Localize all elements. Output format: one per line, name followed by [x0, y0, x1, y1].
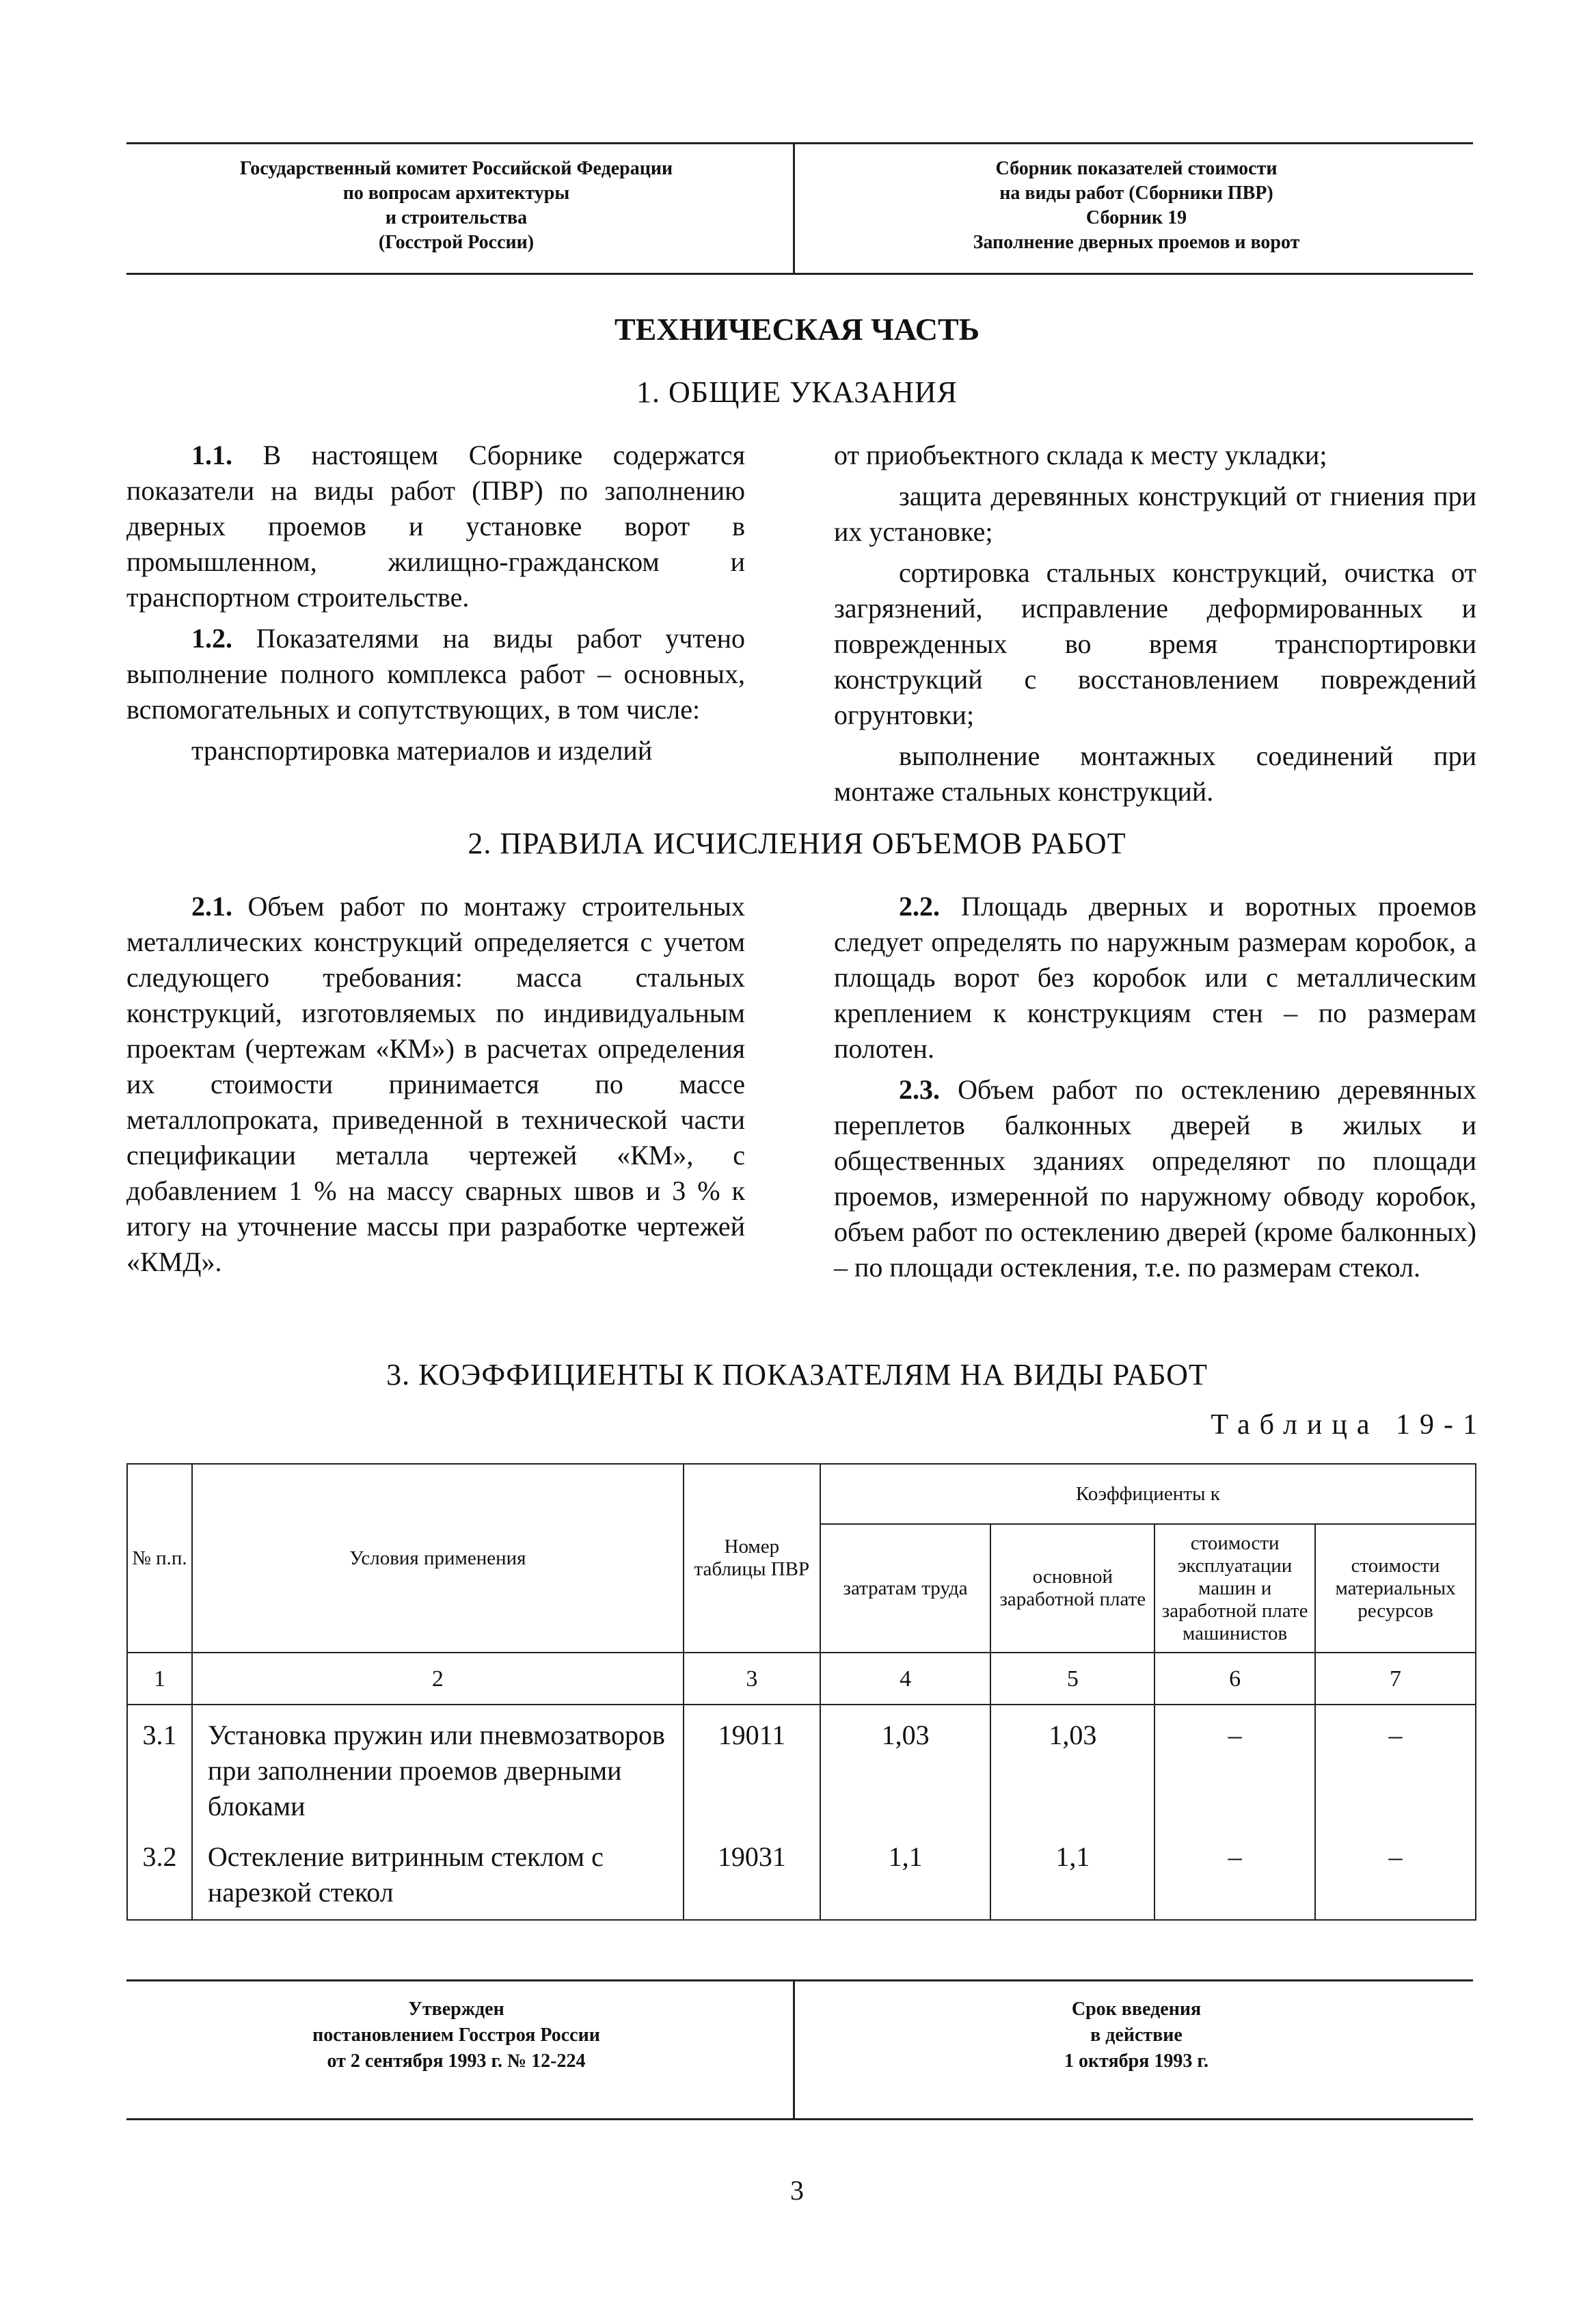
paragraph-text: Площадь дверных и воротных проемов следует определять по наружным размерам коробок, а площадь ворот без коробок или с металлическим креплением к конструкциям стен – по размерам полотен. — [834, 891, 1476, 1064]
page-number: 3 — [790, 2175, 804, 2206]
paragraph-number: 1.1. — [191, 440, 232, 470]
paragraph-number: 2.1. — [191, 891, 232, 922]
row-conditions: Остекление витринным стеклом с нарезкой стекол — [192, 1827, 684, 1920]
row-coef-machines: – — [1154, 1705, 1315, 1827]
section-2-heading: 2. ПРАВИЛА ИСЧИСЛЕНИЯ ОБЪЕМОВ РАБОТ — [468, 827, 1126, 860]
header-issuer-line: и строительства — [385, 207, 528, 228]
paragraph-transport: транспортировка материалов и изделий — [191, 735, 653, 766]
row-coef-materials: – — [1315, 1827, 1476, 1920]
row-coef-wages: 1,1 — [990, 1827, 1154, 1920]
table-row — [127, 1705, 1476, 1827]
header-issuer-line: (Госстрой России) — [378, 232, 535, 253]
paragraph-2-1 — [126, 889, 745, 1280]
row-conditions: Установка пружин или пневмозатворов при заполнении проемов дверными блоками — [192, 1705, 684, 1827]
paragraph-text: Объем работ по монтажу строительных металлических конструкций определяется с учетом следующего требования: масса стальных конструкций, изготовляемых по индивидуальным проектам (чертежам «КМ») в расчетах определения их стоимости принимается по массе металлопроката, приведенной в технической части спецификации металла чертежей «КМ», с добавлением 1 % на массу сварных швов и 3 % к итогу на уточнение массы при разработке чертежей «КМД». — [126, 891, 745, 1277]
header-collection — [800, 157, 1473, 255]
column-number: 3 — [684, 1653, 820, 1705]
approval-line: Утвержден — [408, 1999, 504, 2020]
paragraph-2-3 — [834, 1072, 1476, 1285]
header-collection-line: на виды работ (Сборники ПВР) — [999, 183, 1273, 204]
column-number: 1 — [127, 1653, 192, 1705]
row-table-number: 19031 — [684, 1827, 820, 1920]
paragraph-protection: защита деревянных конструкций от гниения при их установке; — [834, 481, 1476, 547]
table-header-row — [127, 1464, 1476, 1524]
paragraph-text: В настоящем Сборнике содержатся показатели на виды работ (ПВР) по заполнению дверных проемов и установке ворот в промышленном, жилищно-гражданском и транспортном строительстве. — [126, 440, 745, 613]
section-3-heading: 3. КОЭФФИЦИЕНТЫ К ПОКАЗАТЕЛЯМ НА ВИДЫ РАБОТ — [386, 1358, 1208, 1391]
header-cell-wages: основной заработной плате — [990, 1524, 1154, 1653]
header-cell-table-number: Номер таблицы ПВР — [684, 1464, 820, 1653]
section-1-left-column — [126, 438, 745, 774]
effective-date-block — [800, 1996, 1473, 2074]
column-number: 7 — [1315, 1653, 1476, 1705]
section-1-right-column — [834, 438, 1476, 815]
header-cell-materials: стоимости материальных ресурсов — [1315, 1524, 1476, 1653]
header-cell-number: № п.п. — [127, 1464, 192, 1653]
row-table-number: 19011 — [684, 1705, 820, 1827]
paragraph-number: 2.2. — [899, 891, 940, 922]
header-cell-coefficients: Коэффициенты к — [820, 1464, 1476, 1524]
paragraph-2-2 — [834, 889, 1476, 1067]
header-collection-line: Сборник показателей стоимости — [995, 158, 1278, 179]
page-title: ТЕХНИЧЕСКАЯ ЧАСТЬ — [614, 312, 980, 347]
row-coef-materials: – — [1315, 1705, 1476, 1827]
header-collection-line: Заполнение дверных проемов и ворот — [973, 232, 1300, 253]
paragraph-joints: выполнение монтажных соединений при монтаже стальных конструкций. — [834, 740, 1476, 807]
effective-date-line: в действие — [1090, 2025, 1183, 2046]
coefficients-table — [126, 1463, 1476, 1921]
document-footer — [126, 1979, 1473, 2120]
header-issuer — [126, 157, 786, 255]
row-number: 3.1 — [127, 1705, 192, 1827]
section-1-heading: 1. ОБЩИЕ УКАЗАНИЯ — [636, 375, 958, 409]
paragraph-number: 2.3. — [899, 1074, 940, 1105]
header-divider — [793, 144, 795, 273]
row-coef-wages: 1,03 — [990, 1705, 1154, 1827]
approval-line: от 2 сентября 1993 г. № 12-224 — [327, 2051, 586, 2072]
table-row — [127, 1827, 1476, 1920]
row-coef-labor: 1,03 — [820, 1705, 991, 1827]
paragraph-text: Показателями на виды работ учтено выполнение полного комплекса работ – основных, вспомогательных и сопутствующих, в том числе: — [126, 623, 745, 725]
document-header — [126, 142, 1473, 275]
section-2-right-column — [834, 889, 1476, 1291]
row-number: 3.2 — [127, 1827, 192, 1920]
paragraph-text: Объем работ по остеклению деревянных переплетов балконных дверей в жилых и общественных зданиях определяют по площади проемов, измеренной по наружному обводу коробок, объем работ по остеклению дверей (кроме балконных) – по площади остекления, т.е. по размерам стекол. — [834, 1074, 1476, 1283]
paragraph-1-2 — [126, 621, 745, 727]
approval-block — [126, 1996, 786, 2074]
header-issuer-line: Государственный комитет Российской Федерации — [239, 158, 673, 179]
header-cell-conditions: Условия применения — [192, 1464, 684, 1653]
paragraph-1-1 — [126, 438, 745, 615]
column-number: 2 — [192, 1653, 684, 1705]
header-issuer-line: по вопросам архитектуры — [342, 183, 570, 204]
row-coef-machines: – — [1154, 1827, 1315, 1920]
row-coef-labor: 1,1 — [820, 1827, 991, 1920]
effective-date-line: 1 октября 1993 г. — [1064, 2051, 1208, 2072]
effective-date-line: Срок введения — [1071, 1999, 1202, 2020]
paragraph-continuation: от приобъектного склада к месту укладки; — [834, 440, 1327, 470]
column-number: 6 — [1154, 1653, 1315, 1705]
paragraph-number: 1.2. — [191, 623, 232, 654]
header-collection-line: Сборник 19 — [1085, 207, 1187, 228]
header-cell-labor: затратам труда — [820, 1524, 991, 1653]
paragraph-sorting: сортировка стальных конструкций, очистка от загрязнений, исправление деформированных и поврежденных во время транспортировки конструкций с восстановлением повреждений огрунтовки; — [834, 557, 1476, 730]
approval-line: постановлением Госстроя России — [312, 2025, 600, 2046]
column-number: 4 — [820, 1653, 991, 1705]
header-cell-machines: стоимости эксплуатации машин и заработной плате машинистов — [1154, 1524, 1315, 1653]
column-number: 5 — [990, 1653, 1154, 1705]
footer-divider — [793, 1981, 795, 2118]
column-number-row — [127, 1653, 1476, 1705]
table-caption: Таблица 19-1 — [1211, 1409, 1487, 1441]
section-2-left-column — [126, 889, 745, 1285]
